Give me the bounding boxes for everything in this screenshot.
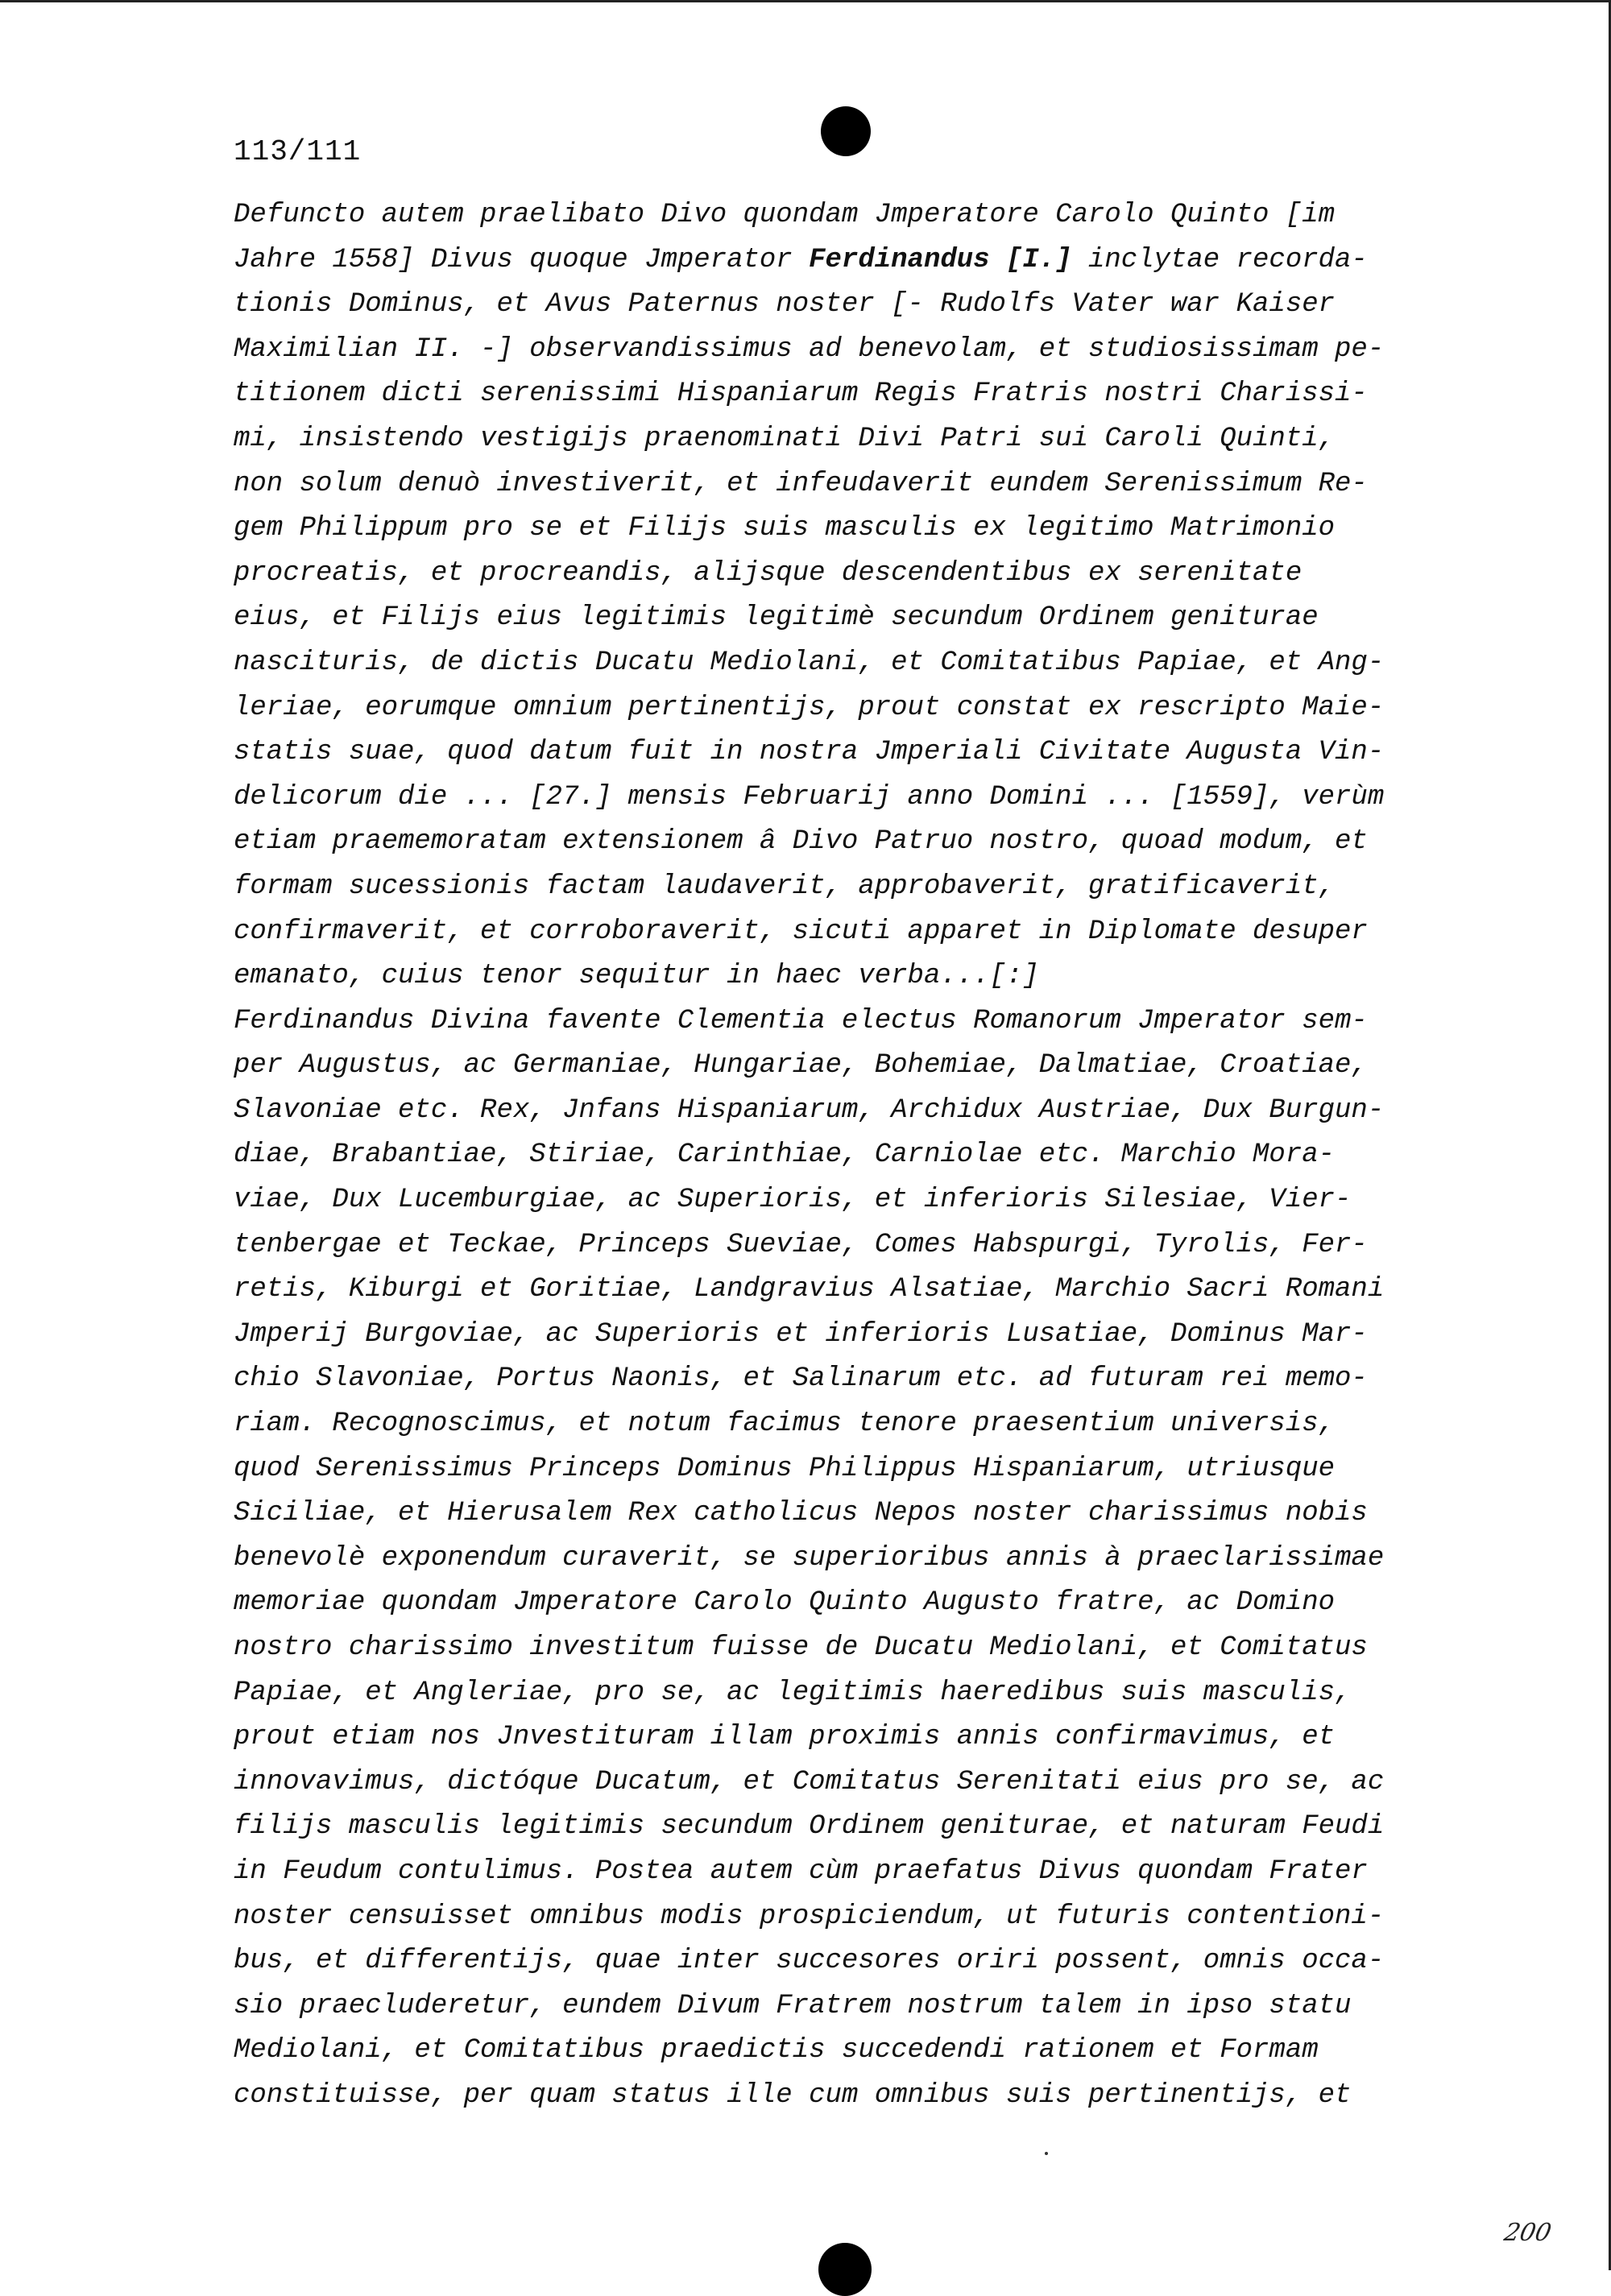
text-segment: Maximilian II. -] observandissimus ad benevolam, et studiosissimam pe-	[234, 333, 1385, 365]
text-line	[234, 1671, 1490, 1716]
text-segment: riam. Recognoscimus, et notum facimus tenore praesentium universis,	[234, 1409, 1336, 1440]
text-segment: tenbergae et Teckae, Princeps Sueviae, Comes Habspurgi, Tyrolis, Fer-	[234, 1229, 1368, 1260]
text-line	[234, 776, 1490, 821]
text-line	[234, 1089, 1490, 1134]
text-line	[234, 1178, 1490, 1223]
text-line	[234, 1133, 1490, 1178]
text-line	[234, 1715, 1490, 1760]
text-segment: formam sucessionis factam laudaverit, approbaverit, gratificaverit,	[234, 871, 1336, 902]
text-segment: tionis Dominus, et Avus Paternus noster [- Rudolfs Vater war Kaiser	[234, 289, 1336, 321]
text-line	[234, 328, 1490, 373]
text-line	[234, 238, 1490, 283]
text-line	[234, 1939, 1490, 1984]
punch-hole-bottom	[818, 2243, 872, 2296]
text-segment: etiam praememoratam extensionem â Divo Patruo nostro, quoad modum, et	[234, 826, 1368, 858]
text-segment: per Augustus, ac Germaniae, Hungariae, Bohemiae, Dalmatiae, Croatiae,	[234, 1050, 1368, 1082]
text-segment: diae, Brabantiae, Stiriae, Carinthiae, Carniolae etc. Marchio Mora-	[234, 1140, 1336, 1171]
text-segment: nascituris, de dictis Ducatu Mediolani, et Comitatibus Papiae, et Ang-	[234, 647, 1385, 678]
text-line	[234, 1044, 1490, 1089]
text-segment: Jahre 1558] Divus quoque Jmperator	[234, 244, 810, 275]
text-segment: gem Philippum pro se et Filijs suis masculis ex legitimo Matrimonio	[234, 513, 1336, 544]
text-segment: quod Serenissimus Princeps Dominus Philippus Hispaniarum, utriusque	[234, 1453, 1336, 1484]
text-line	[234, 865, 1490, 910]
handwritten-folio-note: 200	[1501, 2219, 1554, 2247]
text-segment: noster censuisset omnibus modis prospiciendum, ut futuris contentioni-	[234, 1901, 1385, 1932]
text-segment: confirmaverit, et corroboraverit, sicuti apparet in Diplomate desuper	[234, 916, 1368, 947]
text-line	[234, 1537, 1490, 1582]
text-segment: Jmperij Burgoviae, ac Superioris et inferioris Lusatiae, Dominus Mar-	[234, 1318, 1368, 1350]
text-segment: retis, Kiburgi et Goritiae, Landgravius Alsatiae, Marchio Sacri Romani	[234, 1274, 1385, 1305]
text-line	[234, 372, 1490, 417]
text-line	[234, 1984, 1490, 2029]
text-segment: titionem dicti serenissimi Hispaniarum Regis Fratris nostri Charissi-	[234, 379, 1368, 410]
text-segment: Defuncto autem praelibato Divo quondam Jmperatore Carolo Quinto [im	[234, 200, 1336, 230]
text-line	[234, 686, 1490, 731]
text-segment: innovavimus, dictóque Ducatum, et Comitatus Serenitati eius pro se, ac	[234, 1766, 1385, 1797]
text-line	[234, 1581, 1490, 1626]
body-text	[234, 193, 1490, 2119]
text-segment: viae, Dux Lucemburgiae, ac Superioris, et inferioris Silesiae, Vier-	[234, 1185, 1352, 1216]
text-line	[234, 552, 1490, 597]
text-segment: leriae, eorumque omnium pertinentijs, prout constat ex rescripto Maie-	[234, 692, 1385, 723]
text-line	[234, 1491, 1490, 1537]
text-line	[234, 954, 1490, 999]
text-segment: Siciliae, et Hierusalem Rex catholicus Nepos noster charissimus nobis	[234, 1498, 1368, 1529]
text-segment: non solum denuò investiverit, et infeudaverit eundem Serenissimum Re-	[234, 468, 1368, 499]
text-line	[234, 1313, 1490, 1358]
text-line	[234, 1850, 1490, 1895]
text-segment: constituisse, per quam status ille cum omnibus suis pertinentijs, et	[234, 2079, 1352, 2111]
text-line	[234, 507, 1490, 552]
bold-text-segment: Ferdinandus [I.]	[809, 244, 1072, 275]
text-line	[234, 1626, 1490, 1671]
text-line	[234, 1268, 1490, 1313]
text-segment: in Feudum contulimus. Postea autem cùm praefatus Divus quondam Frater	[234, 1855, 1368, 1887]
text-segment: nostro charissimo investitum fuisse de Ducatu Mediolani, et Comitatus	[234, 1632, 1368, 1663]
text-segment: emanato, cuius tenor sequitur in haec verba...[:]	[234, 961, 1039, 992]
text-segment: Slavoniae etc. Rex, Jnfans Hispaniarum, Archidux Austriae, Dux Burgun-	[234, 1094, 1385, 1126]
text-line	[234, 1357, 1490, 1402]
text-line	[234, 193, 1490, 238]
text-segment: benevolè exponendum curaverit, se superioribus annis à praeclarissimae	[234, 1542, 1385, 1574]
text-line	[234, 999, 1490, 1045]
text-segment: Mediolani, et Comitatibus praedictis succedendi rationem et Formam	[234, 2035, 1319, 2066]
text-segment: Ferdinandus Divina favente Clementia electus Romanorum Jmperator sem-	[234, 1005, 1368, 1036]
text-line	[234, 1895, 1490, 1940]
text-line	[234, 1447, 1490, 1492]
text-segment: memoriae quondam Jmperatore Carolo Quinto Augusto fratre, ac Domino	[234, 1587, 1336, 1619]
text-segment: sio praecluderetur, eundem Divum Fratrem nostrum talem in ipso statu	[234, 1990, 1352, 2021]
page-number: 113/111	[234, 135, 362, 168]
text-line	[234, 2074, 1490, 2119]
text-line	[234, 596, 1490, 641]
text-segment: mi, insistendo vestigijs praenominati Divi Patri sui Caroli Quinti,	[234, 423, 1336, 454]
text-line	[234, 641, 1490, 686]
text-line	[234, 820, 1490, 865]
text-line	[234, 910, 1490, 955]
text-segment: prout etiam nos Jnvestituram illam proximis annis confirmavimus, et	[234, 1722, 1336, 1753]
text-line	[234, 417, 1490, 462]
text-segment: delicorum die ... [27.] mensis Februarij anno Domini ... [1559], verùm	[234, 781, 1385, 813]
text-line	[234, 730, 1490, 776]
text-segment: inclytae recorda-	[1071, 244, 1368, 275]
text-line	[234, 1402, 1490, 1447]
text-segment: procreatis, et procreandis, alijsque descendentibus ex serenitate	[234, 557, 1302, 589]
text-line	[234, 1805, 1490, 1850]
punch-hole-top	[821, 106, 871, 156]
text-segment: Papiae, et Angleriae, pro se, ac legitimis haeredibus suis masculis,	[234, 1677, 1352, 1708]
text-line	[234, 462, 1490, 507]
text-segment: eius, et Filijs eius legitimis legitimè secundum Ordinem geniturae	[234, 602, 1319, 634]
text-segment: bus, et differentijs, quae inter succesores oriri possent, omnis occa-	[234, 1946, 1385, 1977]
text-line	[234, 283, 1490, 328]
text-line	[234, 1223, 1490, 1268]
text-segment: chio Slavoniae, Portus Naonis, et Salinarum etc. ad futuram rei memo-	[234, 1363, 1368, 1395]
text-segment: statis suae, quod datum fuit in nostra Jmperiali Civitate Augusta Vin-	[234, 737, 1385, 768]
text-line	[234, 1760, 1490, 1806]
stray-mark	[1045, 2152, 1048, 2155]
text-line	[234, 2029, 1490, 2074]
text-segment: filijs masculis legitimis secundum Ordinem geniturae, et naturam Feudi	[234, 1811, 1385, 1843]
